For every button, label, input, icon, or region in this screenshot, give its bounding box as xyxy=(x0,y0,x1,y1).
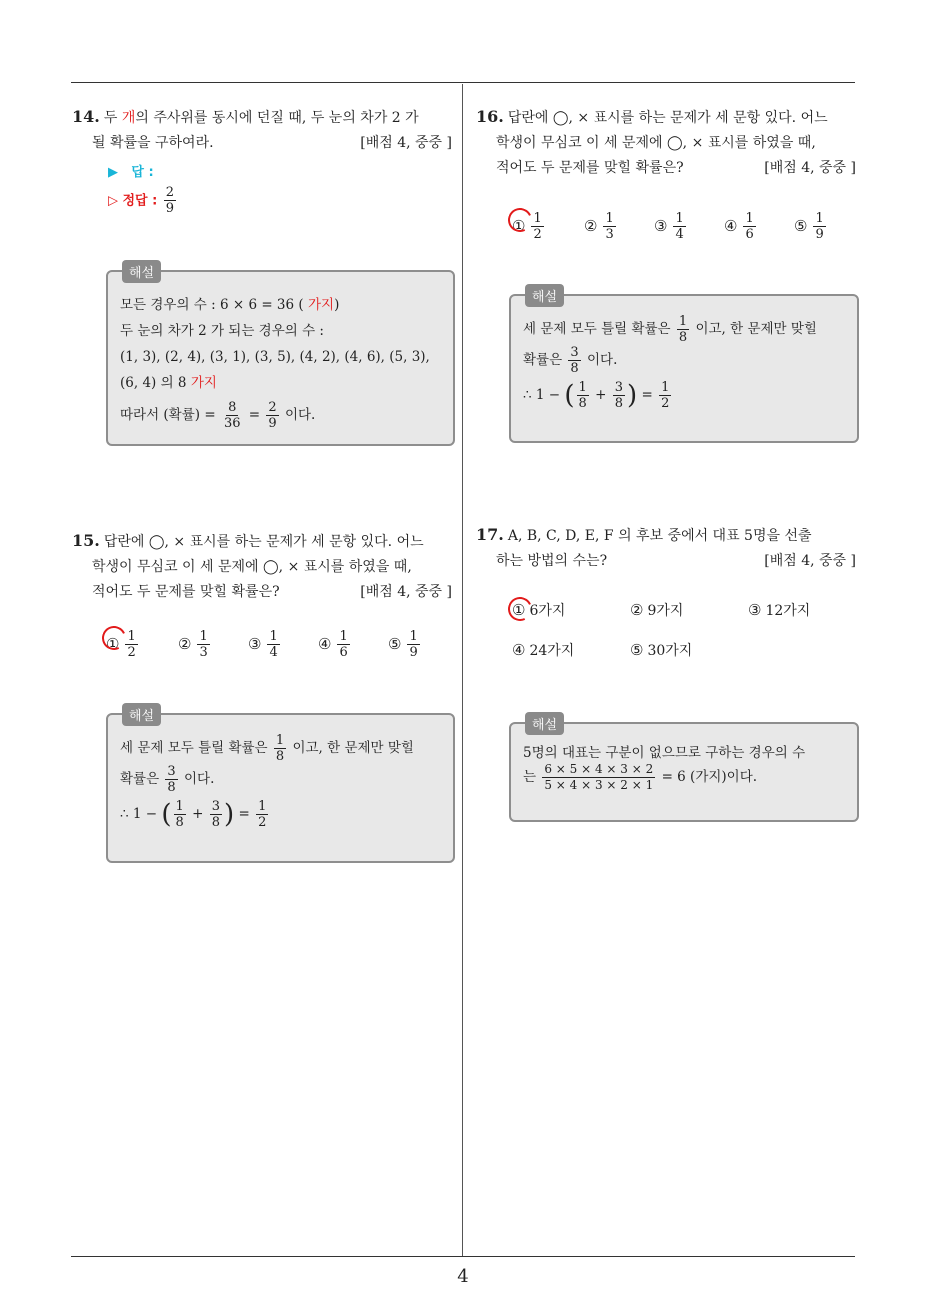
correct-fraction: $\frac{2}{9}$ xyxy=(165,185,175,216)
choice-1[interactable]: ① 6가지 xyxy=(512,600,565,620)
question-number: 14. xyxy=(72,107,100,126)
solution-tag: 해설 xyxy=(122,260,161,283)
solution-box-14 xyxy=(106,266,455,446)
choice-3[interactable]: ③ $\frac{1}{4}$ xyxy=(654,210,684,242)
question-number: 15. xyxy=(72,531,100,550)
solution-box-17 xyxy=(509,718,859,822)
play-icon: ▶ xyxy=(108,165,118,180)
question-number: 17. xyxy=(476,525,504,544)
top-rule xyxy=(71,82,855,83)
correct-label: 정답 : xyxy=(122,193,158,209)
choice-4[interactable]: ④ $\frac{1}{6}$ xyxy=(318,628,348,660)
question-number: 16. xyxy=(476,107,504,126)
answer-row xyxy=(72,160,452,185)
score-meta: [배점 4, 중중 ] xyxy=(764,553,856,569)
bottom-rule xyxy=(71,1256,855,1257)
choice-2[interactable]: ② $\frac{1}{3}$ xyxy=(178,628,208,660)
score-meta: [배점 4, 중중 ] xyxy=(764,160,856,176)
solution-box-15 xyxy=(106,709,455,863)
choice-5[interactable]: ⑤ $\frac{1}{9}$ xyxy=(388,628,418,660)
choice-2[interactable]: ② $\frac{1}{3}$ xyxy=(584,210,614,242)
question-17: 17. A, B, C, D, E, F 의 후보 중에서 대표 5명을 선출 하는 방법의 수는? [배점 4, 중중 ] xyxy=(476,522,856,574)
choice-4[interactable]: ④ $\frac{1}{6}$ xyxy=(724,210,754,242)
choice-1[interactable]: ① $\frac{1}{2}$ xyxy=(512,211,546,242)
solution-body: 세 문제 모두 틀릴 확률은 $\frac{1}{8}$ 이고, 한 문제만 맞힐 확률은 $\frac{3}{8}$ 이다. ∴ 1 − ( $\frac{1}{8}$ + $\frac{3}{8}$ ) = $\frac{1}{2}$ xyxy=(523,314,817,411)
correct-answer-row xyxy=(72,185,452,216)
answer-label: 답 : xyxy=(131,165,154,180)
solution-body: 모든 경우의 수 : 6 × 6 = 36 ( 가지) 두 눈의 차가 2 가 되는 경우의 수 : (1, 3), (2, 4), (3, 1), (3, 5), (4, 2), (4, 6), (5, 3), (6, 4) 의 8 가지 따라서 (확률) = $\frac{8}{36}$ = $\frac{2}{9}$ 이다. xyxy=(120,297,430,431)
choice-5[interactable]: ⑤ $\frac{1}{9}$ xyxy=(794,210,824,242)
page-number: 4 xyxy=(457,1266,469,1287)
solution-tag: 해설 xyxy=(525,712,564,735)
solution-tag: 해설 xyxy=(122,703,161,726)
choice-4[interactable]: ④ 24가지 xyxy=(512,641,575,659)
solution-body: 세 문제 모두 틀릴 확률은 $\frac{1}{8}$ 이고, 한 문제만 맞힐 확률은 $\frac{3}{8}$ 이다. ∴ 1 − ( $\frac{1}{8}$ + $\frac{3}{8}$ ) = $\frac{1}{2}$ xyxy=(120,733,414,830)
choice-1[interactable]: ① $\frac{1}{2}$ xyxy=(106,629,140,660)
question-14: 14. 두 개의 주사위를 동시에 던질 때, 두 눈의 차가 2 가 될 확률을 구하여라. [배점 4, 중중 ] ▶ 답 : ▷ 정답 : $\frac{2}{9}$ xyxy=(72,107,452,216)
score-meta: [배점 4, 중중 ] xyxy=(360,135,452,151)
solution-box-16 xyxy=(509,290,859,443)
choice-2[interactable]: ② 9가지 xyxy=(630,601,684,619)
triangle-icon: ▷ xyxy=(108,193,118,209)
solution-body: 5명의 대표는 구분이 없으므로 구하는 경우의 수 는 $\frac{6 \times 5 \times 4 \times 3 \times 2}{5 \times 4 \times 3 \times 2 \times 1}$ = 6 (가지)이다. xyxy=(523,745,806,792)
choices-16 xyxy=(512,206,852,246)
score-meta: [배점 4, 중중 ] xyxy=(360,584,452,600)
choice-3[interactable]: ③ 12가지 xyxy=(748,601,811,619)
question-15: 15. 답란에 ◯, × 표시를 하는 문제가 세 문항 있다. 어느 학생이 무심코 이 세 문제에 ◯, × 표시를 하였을 때, 적어도 두 문제를 맞힐 확률은? [배점 4, 중중 ] xyxy=(72,528,452,605)
choices-15 xyxy=(106,624,446,664)
solution-tag: 해설 xyxy=(525,284,564,307)
question-16: 16. 답란에 ◯, × 표시를 하는 문제가 세 문항 있다. 어느 학생이 무심코 이 세 문제에 ◯, × 표시를 하였을 때, 적어도 두 문제를 맞힐 확률은? [배점 4, 중중 ] xyxy=(476,104,856,181)
choices-17 xyxy=(512,600,852,664)
choice-5[interactable]: ⑤ 30가지 xyxy=(630,641,693,659)
choice-3[interactable]: ③ $\frac{1}{4}$ xyxy=(248,628,278,660)
column-divider xyxy=(462,84,463,1256)
